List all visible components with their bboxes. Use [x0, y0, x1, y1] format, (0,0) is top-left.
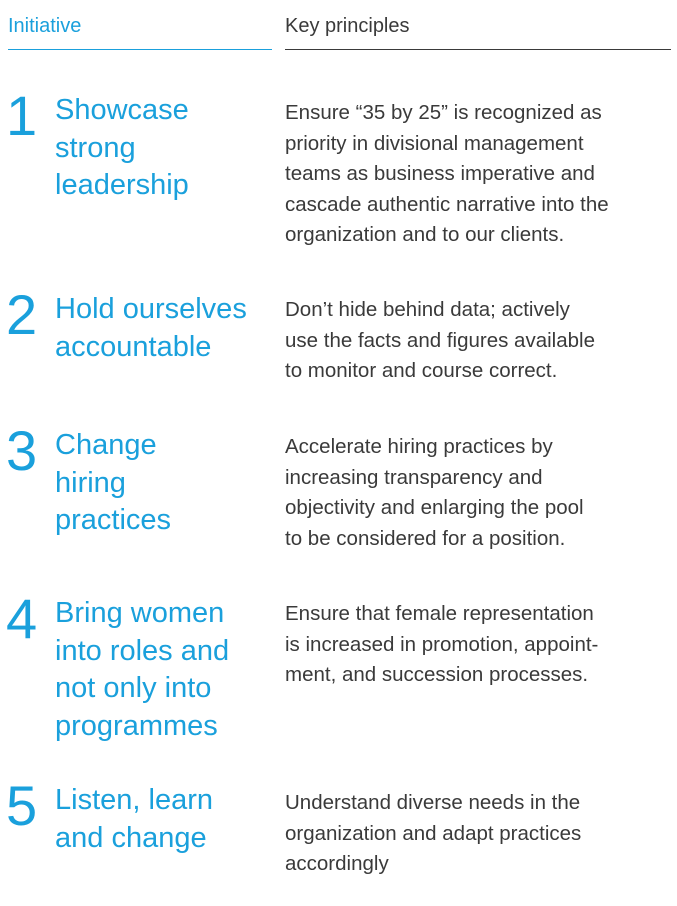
initiative-number: 3 [6, 419, 38, 482]
key-principle-text: Accelerate hiring practices by increasing transparency and objectivity and enlarging the pool to be considered for a position. [285, 435, 584, 550]
initiative-number: 5 [6, 774, 38, 837]
header-divider-initiative [8, 49, 272, 50]
initiative-title: Listen, learn and change [55, 784, 213, 854]
key-principle-text: Understand diverse needs in the organization and adapt practices accordingly [285, 791, 582, 875]
initiative-number: 1 [6, 84, 38, 147]
key-principle-text: Don’t hide behind data; actively use the facts and figures available to monitor and course correct. [285, 298, 595, 382]
column-header-initiative: Initiative [8, 15, 82, 37]
header-divider-principles [285, 49, 671, 50]
column-header-key-principles: Key principles [285, 15, 410, 37]
initiative-title: Showcase strong leadership [55, 94, 189, 201]
initiative-title: Change hiring practices [55, 429, 172, 536]
initiative-title: Bring women into roles and not only into programmes [55, 597, 230, 742]
key-principle-text: Ensure that female representation is increased in promotion, appoint- ment, and succession processes. [285, 602, 599, 686]
initiative-title: Hold ourselves accountable [55, 293, 247, 363]
initiative-number: 2 [6, 283, 38, 346]
key-principle-text: Ensure “35 by 25” is recognized as priority in divisional management teams as business imperative and cascade authentic narrative into the organization and to our clients. [285, 101, 609, 246]
initiative-number: 4 [6, 587, 38, 650]
